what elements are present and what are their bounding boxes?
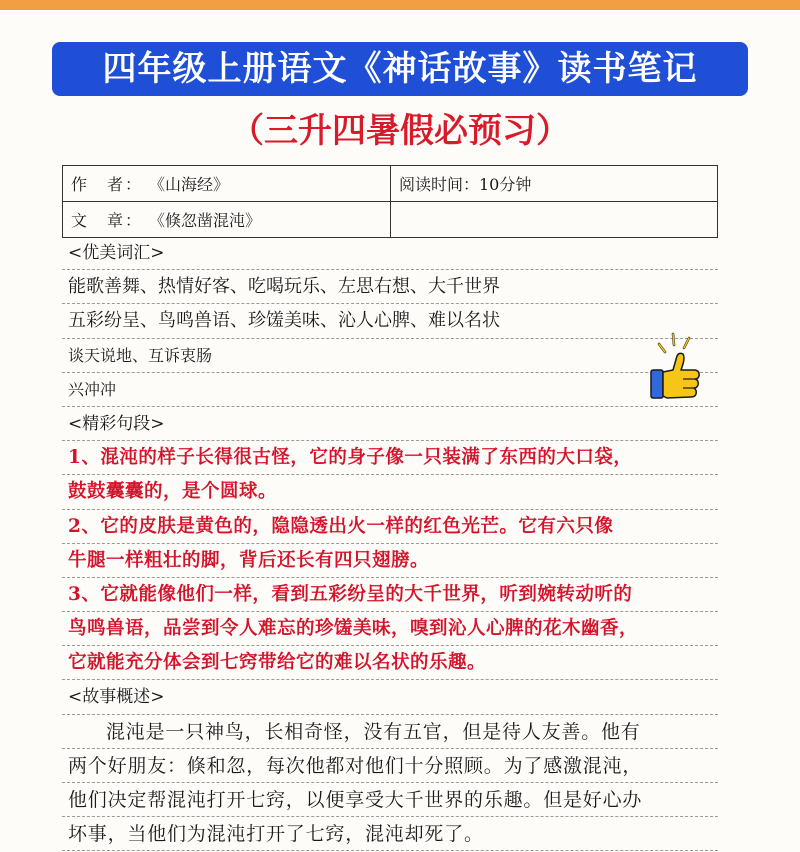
info-row-article — [63, 202, 718, 238]
author-label: 作 者： — [71, 175, 144, 194]
sentence-line-3: 2、它的皮肤是黄色的，隐隐透出火一样的红色光芒。它有六只像 — [62, 510, 718, 544]
summary-line-3: 他们决定帮混沌打开七窍，以便享受大千世界的乐趣。但是好心办 — [62, 783, 718, 817]
article-cell — [63, 202, 391, 238]
reading-time: 阅读时间：10分钟 — [399, 175, 532, 194]
info-row-author — [63, 166, 718, 202]
reading-time-cell — [391, 166, 718, 202]
sentences-heading: <精彩句段> — [62, 407, 718, 441]
summary-line-1: 混沌是一只神鸟，长相奇怪，没有五官，但是待人友善。他有 — [62, 715, 718, 749]
vocab-heading: <优美词汇> — [62, 236, 718, 270]
sentence-line-4: 牛腿一样粗壮的脚，背后还长有四只翅膀。 — [62, 544, 718, 578]
summary-line-4: 坏事，当他们为混沌打开了七窍，混沌却死了。 — [62, 817, 718, 851]
vocab-line-3: 谈天说地、互诉衷肠 — [62, 339, 718, 373]
top-border — [0, 0, 800, 10]
empty-cell — [391, 202, 718, 238]
thumbs-up-icon — [645, 330, 705, 404]
summary-line-2: 两个好朋友：倏和忽，每次他都对他们十分照顾。为了感激混沌， — [62, 749, 718, 783]
sentence-line-5: 3、它就能像他们一样，看到五彩纷呈的大千世界，听到婉转动听的 — [62, 578, 718, 612]
sentence-line-6: 鸟鸣兽语，品尝到令人难忘的珍馐美味，嗅到沁人心脾的花木幽香， — [62, 612, 718, 646]
author-value: 《山海经》 — [149, 175, 230, 194]
vocab-line-2: 五彩纷呈、鸟鸣兽语、珍馐美味、沁人心脾、难以名状 — [62, 304, 718, 338]
summary-heading: <故事概述> — [62, 680, 718, 714]
author-cell — [63, 166, 391, 202]
vocab-line-4: 兴冲冲 — [62, 373, 718, 407]
article-value: 《倏忽凿混沌》 — [149, 211, 262, 230]
page-subtitle: （三升四暑假必预习） — [230, 111, 570, 151]
sentence-line-1: 1、混沌的样子长得很古怪，它的身子像一只装满了东西的大口袋， — [62, 441, 718, 475]
sentence-line-7: 它就能充分体会到七窍带给它的难以名状的乐趣。 — [62, 646, 718, 680]
page-title: 四年级上册语文《神话故事》读书笔记 — [52, 42, 748, 96]
sentence-line-2: 鼓鼓囊囊的，是个圆球。 — [62, 475, 718, 509]
info-table — [62, 165, 718, 238]
article-label: 文 章： — [71, 211, 144, 230]
notes-body — [62, 236, 718, 851]
vocab-line-1: 能歌善舞、热情好客、吃喝玩乐、左思右想、大千世界 — [62, 270, 718, 304]
